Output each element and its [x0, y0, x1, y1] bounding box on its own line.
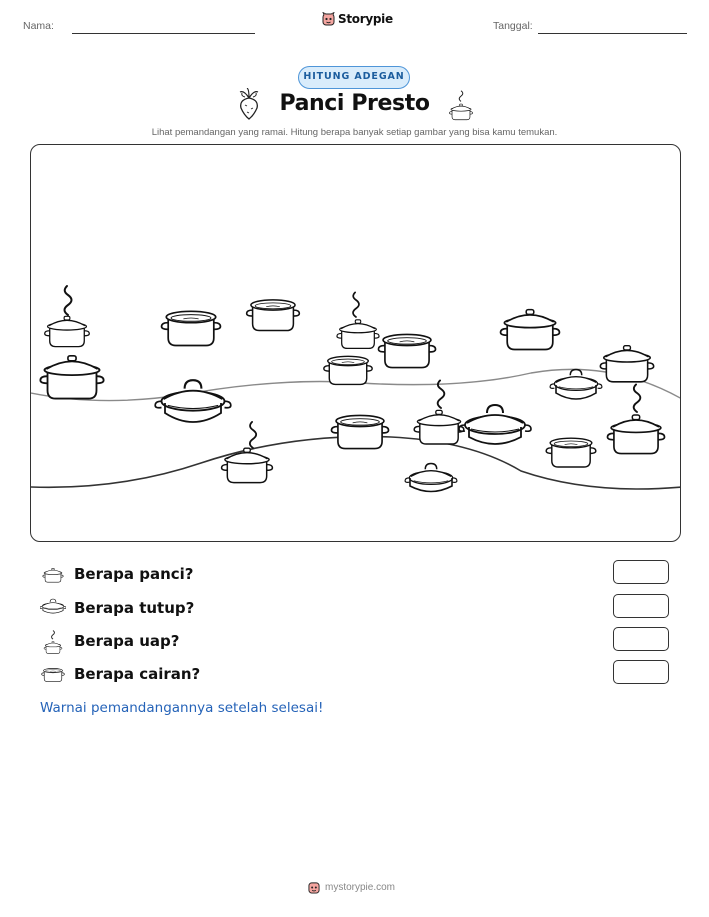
counting-scene	[30, 144, 681, 542]
question-text: Berapa cairan?	[74, 665, 201, 683]
answer-box-liquid[interactable]	[613, 660, 669, 684]
pot	[607, 415, 664, 454]
pot-with-liquid	[247, 300, 300, 331]
pot	[414, 410, 464, 444]
answer-box-steam[interactable]	[613, 627, 669, 651]
pot	[337, 320, 379, 349]
steam	[250, 422, 256, 448]
steam-icon	[40, 629, 66, 655]
question-row-lids	[40, 596, 672, 622]
steam	[634, 384, 641, 412]
pot-icon	[40, 562, 66, 584]
steam	[65, 286, 72, 315]
pot-with-liquid	[331, 415, 388, 448]
pot-with-liquid	[546, 438, 596, 467]
footer	[308, 881, 395, 894]
footer-url[interactable]: mystorypie.com	[325, 882, 396, 893]
lid-icon	[40, 596, 66, 618]
name-line[interactable]	[72, 33, 255, 34]
steam	[353, 292, 359, 317]
question-text: Berapa tutup?	[74, 599, 195, 617]
pot	[222, 448, 273, 482]
pressure-cooker-icon	[446, 89, 476, 121]
pot	[45, 316, 90, 346]
activity-badge: HITUNG ADEGAN	[298, 66, 410, 89]
lid	[155, 380, 231, 410]
pot-with-liquid	[378, 334, 435, 367]
pot	[600, 346, 653, 382]
storypie-mascot-icon	[308, 881, 320, 894]
question-row-liquid	[40, 662, 672, 688]
instructions: Lihat pemandangan yang ramai. Hitung berapa banyak setiap gambar yang bisa kamu temukan.	[151, 127, 558, 138]
question-text: Berapa panci?	[74, 565, 194, 583]
answer-box-lids[interactable]	[613, 594, 669, 618]
brand-logo	[322, 12, 393, 26]
question-row-steam	[40, 629, 672, 655]
answer-box-pots[interactable]	[613, 560, 669, 584]
coloring-instruction: Warnai pemandangannya setelah selesai!	[40, 700, 324, 716]
pot-with-liquid	[324, 356, 372, 384]
question-text: Berapa uap?	[74, 632, 180, 650]
pot-with-liquid	[162, 311, 221, 345]
question-row-pots	[40, 562, 672, 588]
lid	[550, 369, 602, 390]
date-line[interactable]	[538, 33, 687, 34]
pot	[40, 356, 103, 399]
date-label: Tanggal:	[493, 20, 533, 32]
liquid-icon	[40, 662, 66, 684]
storypie-mascot-icon	[322, 12, 335, 26]
page-title: Panci Presto	[279, 91, 430, 116]
lid	[405, 463, 457, 484]
name-label: Nama:	[23, 20, 54, 32]
pot	[501, 310, 560, 350]
brand-name: Storypie	[338, 12, 393, 26]
